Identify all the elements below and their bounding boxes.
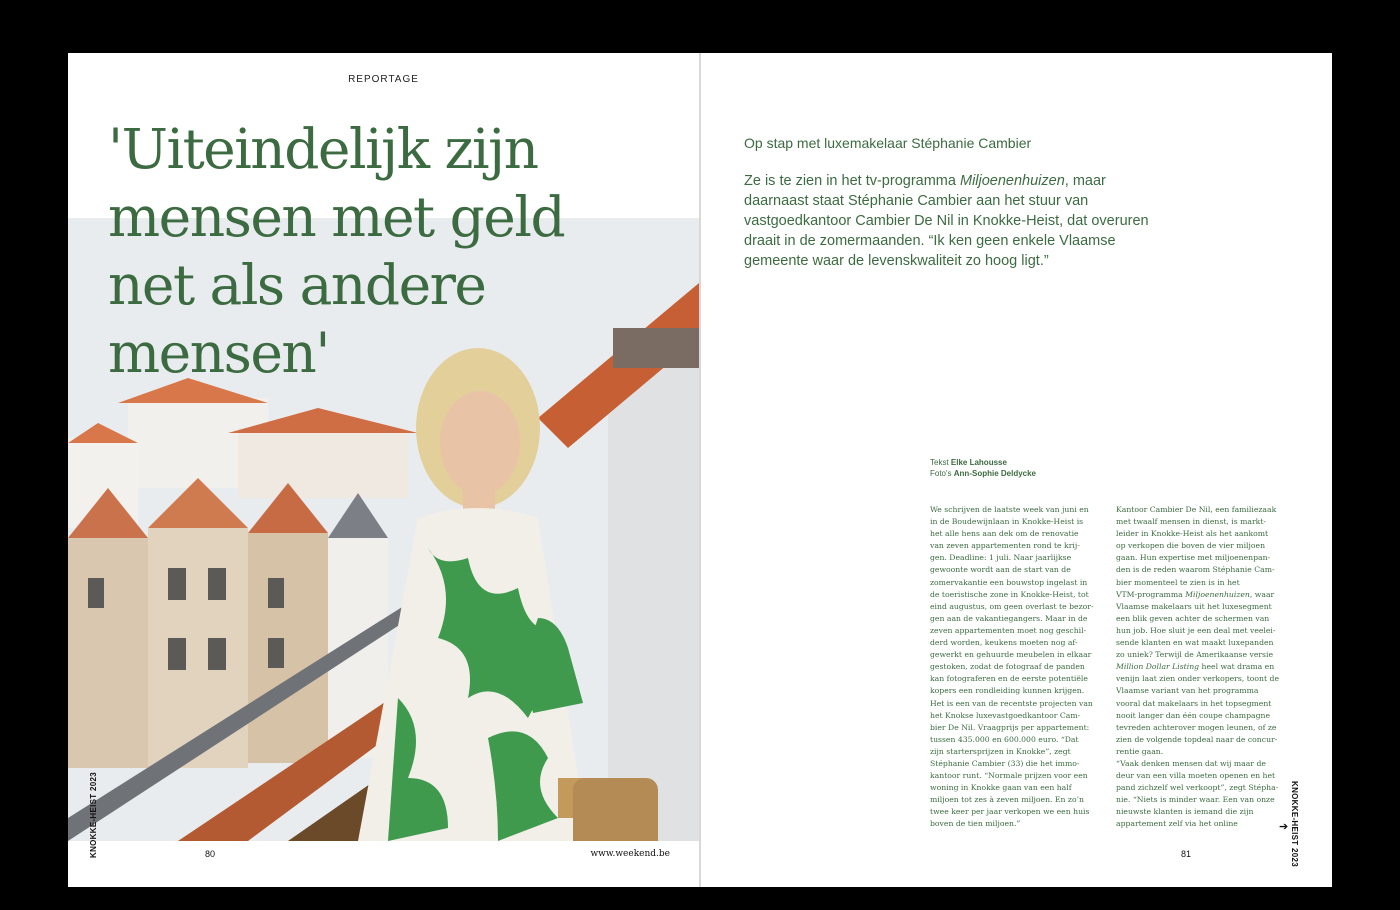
text-line: gewoonte wordt aan de start van de: [930, 565, 1071, 575]
text-credit: [930, 457, 1036, 468]
headline-line: net als andere: [108, 253, 486, 317]
text-line: tevreden achterover mogen leunen, of ze: [1116, 722, 1277, 732]
text-line: gestoken, zodat de fotograaf de panden: [930, 662, 1085, 672]
intro-part: Ze is te zien in het tv-programma: [744, 173, 960, 189]
photo-credit: [930, 468, 1036, 479]
headline-line: mensen met geld: [108, 185, 565, 249]
text-line: “Vaak denken mensen dat wij maar de: [1116, 758, 1266, 768]
text-line: gen aan de vakantiegangers. Maar in de: [930, 613, 1088, 623]
text-line: de toeristische zone in Knokke-Heist, tot: [930, 589, 1089, 599]
text-line: een blik geven achter de schermen van: [1116, 613, 1270, 623]
text-line: We schrijven de laatste week van juni en: [930, 505, 1089, 514]
text-line: tussen 435.000 en 600.000 euro. “Dat: [930, 734, 1079, 744]
vertical-running-title: KNOKKE-HEIST 2023: [89, 771, 98, 858]
text-line: [1116, 589, 1286, 601]
text-line: op verkopen die boven de vier miljoen: [1116, 541, 1266, 551]
text-line: Het is een van de recentste projecten van: [930, 698, 1093, 708]
text-line: kan fotograferen en de eerste potentiële: [930, 674, 1088, 684]
text-line: Vlaamse variant van het programma: [1116, 686, 1259, 696]
text-line: Stéphanie Cambier (33) die het immo-: [930, 758, 1080, 768]
continue-arrow-icon: ➔: [1279, 821, 1289, 833]
text-line: gewerkt en gehuurde meubelen in elkaar: [930, 650, 1092, 660]
text-line: nie. “Niets is minder waar. Een van onze: [1116, 795, 1275, 805]
body-column-1: [930, 504, 1100, 834]
text-line: bier momenteel te zien is in het: [1116, 577, 1240, 587]
text-line: boven de tien miljoen.”: [930, 819, 1021, 829]
credits: [930, 457, 1036, 479]
text-line: derd worden, keukens moeten nog af-: [930, 638, 1078, 648]
text-line: leider in Knokke-Heist als het aankomt: [1116, 529, 1269, 539]
intro-part: , maar daarnaast staat Stéphanie Cambier aan het stuur van vastgoedkantoor Cambier De Nil in Knokke-Heist, dat overuren draait in de zomermaanden. “Ik ken geen enkele Vlaamse gemeente waar de levenskwaliteit zo hoog ligt.”: [744, 173, 1149, 269]
text-line: twee keer per jaar verkopen we een huis: [930, 807, 1090, 817]
text-line: zijn startersprijzen in Knokke”, zegt: [930, 746, 1071, 756]
credit-author: Elke Lahousse: [950, 458, 1007, 467]
headline-line: mensen': [108, 321, 329, 385]
page-number: 81: [1181, 849, 1192, 859]
text-line: deur van een villa moeten openen en het: [1116, 771, 1276, 781]
text-line: nooit langer dan één coupe champagne: [1116, 710, 1271, 720]
text-line: het alle hens aan dek om de renovatie: [930, 529, 1079, 539]
right-page: [701, 53, 1332, 887]
vertical-running-title: KNOKKE-HEIST 2023: [1290, 781, 1299, 868]
text-line: [1116, 661, 1286, 673]
text-run: , waar: [1249, 589, 1275, 599]
show-title: Million Dollar Listing: [1116, 662, 1200, 672]
intro-paragraph: [744, 171, 1154, 271]
text-line: vooral dat makelaars in het topsegment: [1116, 698, 1272, 708]
text-line: zeven appartementen moet nog geschil-: [930, 625, 1087, 635]
text-line: kopers een rondleiding kunnen krijgen.: [930, 686, 1085, 696]
text-line: bier De Nil. Vraagprijs per appartement:: [930, 722, 1090, 732]
text-line: den is de reden waarom Stéphanie Cam-: [1116, 565, 1275, 575]
text-line: hun job. Hoe sluit je een deal met veelei-: [1116, 625, 1276, 635]
show-title: Miljoenenhuizen: [1185, 589, 1250, 599]
left-page: [68, 53, 699, 887]
headline: [108, 115, 668, 387]
text-line: venijn laat zien onder verkopers, toont de: [1116, 674, 1279, 684]
text-line: van zeven appartementen rond te krij-: [930, 541, 1080, 551]
kicker: Op stap met luxemakelaar Stéphanie Cambier: [744, 135, 1032, 151]
text-line: Vlaamse makelaars uit het luxesegment: [1116, 601, 1272, 611]
text-line: zo uniek? Terwijl de Amerikaanse versie: [1116, 650, 1274, 660]
text-line: gaan. Hun expertise met miljoenenpan-: [1116, 553, 1271, 563]
text-line: miljoen tot zes à zeven miljoen. En zo’n: [930, 795, 1085, 805]
text-line: in de Boudewijnlaan in Knokke-Heist is: [930, 517, 1084, 527]
text-line: sende klanten en wat maakt luxepanden: [1116, 638, 1274, 648]
text-line: rentie gaan.: [1116, 746, 1164, 756]
headline-line: 'Uiteindelijk zijn: [108, 117, 538, 181]
body-column-2: [1116, 504, 1289, 834]
text-run: VTM-programma: [1116, 589, 1186, 599]
text-line: het Knokse luxevastgoedkantoor Cam-: [930, 710, 1081, 720]
text-line: eind augustus, om geen overlast te bezor-: [930, 601, 1094, 611]
text-line: zien de volgende topdeal naar de concur-: [1116, 734, 1278, 744]
text-line: appartement zelf via het online: [1116, 819, 1238, 829]
text-line: woning in Knokke gaan van een half: [930, 783, 1072, 793]
credit-label: Tekst: [930, 458, 951, 467]
credit-label: Foto's: [930, 469, 954, 478]
text-line: met twaalf mensen in dienst, is markt-: [1116, 517, 1267, 527]
credit-author: Ann-Sophie Deldycke: [953, 469, 1037, 478]
text-line: kantoor runt. “Normale prijzen voor een: [930, 771, 1088, 781]
page-number: 80: [205, 849, 216, 859]
site-url-link[interactable]: www.weekend.be: [590, 849, 670, 859]
text-line: pand zichzelf wel verkoopt”, zegt Stépha-: [1116, 783, 1279, 793]
text-line: nieuwste klanten is iemand die zijn: [1116, 807, 1254, 817]
text-line: Kantoor Cambier De Nil, een familiezaak: [1116, 505, 1277, 514]
intro-show-title: Miljoenenhuizen: [959, 173, 1065, 189]
section-label: REPORTAGE: [348, 74, 419, 85]
text-line: zomervakantie een bouwstop ingelast in: [930, 577, 1088, 587]
text-line: gen. Deadline: 1 juli. Naar jaarlijkse: [930, 553, 1072, 563]
text-run: heel wat drama en: [1199, 662, 1275, 672]
